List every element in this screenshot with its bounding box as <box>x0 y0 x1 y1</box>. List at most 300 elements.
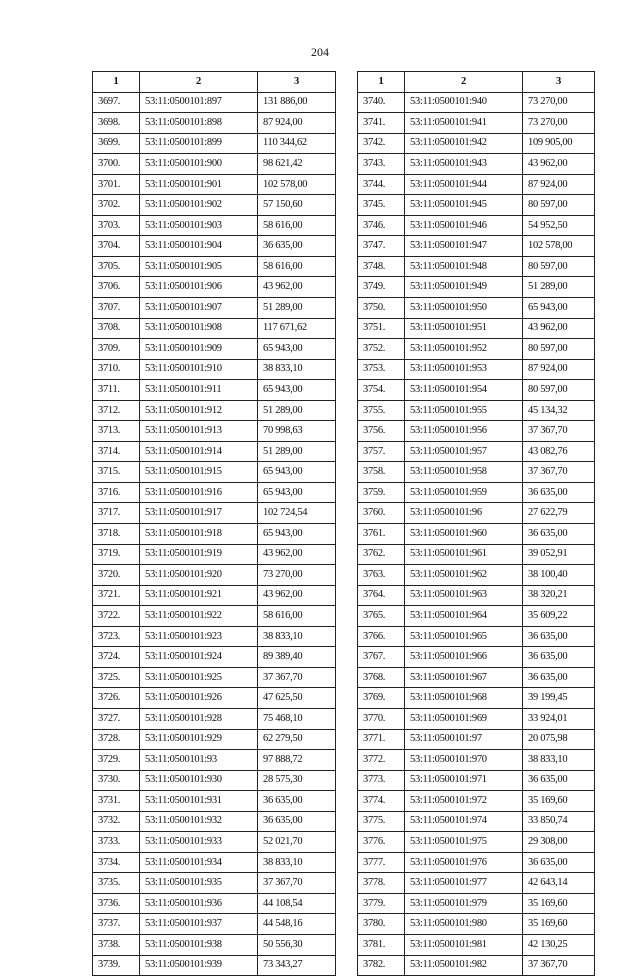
cadastral-number: 53:11:0500101:97 <box>405 729 523 750</box>
cadastral-number: 53:11:0500101:961 <box>405 544 523 565</box>
row-index: 3705. <box>93 256 140 277</box>
row-index: 3731. <box>93 791 140 812</box>
table-row <box>358 832 595 853</box>
cadastral-number: 53:11:0500101:965 <box>405 626 523 647</box>
value: 42 130,25 <box>523 934 595 955</box>
row-index: 3755. <box>358 400 405 421</box>
value: 43 962,00 <box>258 585 336 606</box>
cadastral-number: 53:11:0500101:921 <box>140 585 258 606</box>
cadastral-number: 53:11:0500101:928 <box>140 708 258 729</box>
cadastral-number: 53:11:0500101:969 <box>405 708 523 729</box>
table-row <box>93 154 336 175</box>
row-index: 3750. <box>358 298 405 319</box>
value: 54 952,50 <box>523 215 595 236</box>
value: 87 924,00 <box>523 359 595 380</box>
cadastral-number: 53:11:0500101:96 <box>405 503 523 524</box>
cadastral-number: 53:11:0500101:952 <box>405 339 523 360</box>
table-row <box>93 215 336 236</box>
table-row <box>358 852 595 873</box>
value: 37 367,70 <box>523 421 595 442</box>
row-index: 3715. <box>93 462 140 483</box>
table-row <box>93 914 336 935</box>
header-cadastral-number: 2 <box>405 72 523 93</box>
table-row <box>358 708 595 729</box>
table-row <box>358 113 595 134</box>
value: 57 150,60 <box>258 195 336 216</box>
row-index: 3704. <box>93 236 140 257</box>
table-row <box>358 359 595 380</box>
row-index: 3747. <box>358 236 405 257</box>
row-index: 3762. <box>358 544 405 565</box>
table-row <box>358 503 595 524</box>
header-value: 3 <box>523 72 595 93</box>
value: 62 279,50 <box>258 729 336 750</box>
value: 80 597,00 <box>523 380 595 401</box>
row-index: 3707. <box>93 298 140 319</box>
value: 80 597,00 <box>523 256 595 277</box>
row-index: 3703. <box>93 215 140 236</box>
cadastral-number: 53:11:0500101:953 <box>405 359 523 380</box>
row-index: 3722. <box>93 606 140 627</box>
row-index: 3769. <box>358 688 405 709</box>
cadastral-number: 53:11:0500101:980 <box>405 914 523 935</box>
row-index: 3781. <box>358 934 405 955</box>
value: 38 833,10 <box>523 750 595 771</box>
table-row <box>93 832 336 853</box>
value: 33 924,01 <box>523 708 595 729</box>
row-index: 3761. <box>358 524 405 545</box>
value: 65 943,00 <box>258 482 336 503</box>
value: 37 367,70 <box>523 462 595 483</box>
cadastral-number: 53:11:0500101:925 <box>140 667 258 688</box>
row-index: 3770. <box>358 708 405 729</box>
table-row <box>358 873 595 894</box>
cadastral-number: 53:11:0500101:975 <box>405 832 523 853</box>
table-row <box>93 585 336 606</box>
row-index: 3739. <box>93 955 140 976</box>
row-index: 3736. <box>93 893 140 914</box>
row-index: 3738. <box>93 934 140 955</box>
table-row <box>358 524 595 545</box>
row-index: 3782. <box>358 955 405 976</box>
cadastral-number: 53:11:0500101:924 <box>140 647 258 668</box>
header-row <box>93 72 336 93</box>
table-row <box>93 934 336 955</box>
row-index: 3699. <box>93 133 140 154</box>
value: 35 169,60 <box>523 914 595 935</box>
table-row <box>358 92 595 113</box>
table-row <box>93 647 336 668</box>
cadastral-number: 53:11:0500101:954 <box>405 380 523 401</box>
cadastral-number: 53:11:0500101:941 <box>405 113 523 134</box>
row-index: 3746. <box>358 215 405 236</box>
value: 51 289,00 <box>258 400 336 421</box>
table-row <box>358 750 595 771</box>
row-index: 3735. <box>93 873 140 894</box>
value: 58 616,00 <box>258 606 336 627</box>
cadastral-number: 53:11:0500101:946 <box>405 215 523 236</box>
table-row <box>358 791 595 812</box>
row-index: 3710. <box>93 359 140 380</box>
row-index: 3711. <box>93 380 140 401</box>
cadastral-number: 53:11:0500101:909 <box>140 339 258 360</box>
row-index: 3720. <box>93 565 140 586</box>
cadastral-number: 53:11:0500101:942 <box>405 133 523 154</box>
table-row <box>93 277 336 298</box>
row-index: 3777. <box>358 852 405 873</box>
row-index: 3701. <box>93 174 140 195</box>
row-index: 3778. <box>358 873 405 894</box>
row-index: 3759. <box>358 482 405 503</box>
cadastral-number: 53:11:0500101:934 <box>140 852 258 873</box>
cadastral-number: 53:11:0500101:898 <box>140 113 258 134</box>
table-row <box>358 298 595 319</box>
cadastral-number: 53:11:0500101:960 <box>405 524 523 545</box>
row-index: 3757. <box>358 441 405 462</box>
value: 39 052,91 <box>523 544 595 565</box>
cadastral-number: 53:11:0500101:922 <box>140 606 258 627</box>
table-row <box>93 791 336 812</box>
value: 36 635,00 <box>258 791 336 812</box>
value: 58 616,00 <box>258 256 336 277</box>
value: 65 943,00 <box>258 462 336 483</box>
row-index: 3758. <box>358 462 405 483</box>
table-row <box>358 729 595 750</box>
cadastral-number: 53:11:0500101:926 <box>140 688 258 709</box>
row-index: 3697. <box>93 92 140 113</box>
table-row <box>358 256 595 277</box>
value: 36 635,00 <box>258 236 336 257</box>
cadastral-number: 53:11:0500101:915 <box>140 462 258 483</box>
row-index: 3725. <box>93 667 140 688</box>
table-row <box>93 195 336 216</box>
row-index: 3706. <box>93 277 140 298</box>
cadastral-number: 53:11:0500101:938 <box>140 934 258 955</box>
cadastral-number: 53:11:0500101:932 <box>140 811 258 832</box>
value: 28 575,30 <box>258 770 336 791</box>
value: 36 635,00 <box>523 647 595 668</box>
table-row <box>93 133 336 154</box>
row-index: 3751. <box>358 318 405 339</box>
table-row <box>358 236 595 257</box>
value: 43 962,00 <box>523 154 595 175</box>
value: 52 021,70 <box>258 832 336 853</box>
row-index: 3760. <box>358 503 405 524</box>
table-row <box>93 503 336 524</box>
cadastral-number: 53:11:0500101:920 <box>140 565 258 586</box>
cadastral-number: 53:11:0500101:935 <box>140 873 258 894</box>
row-index: 3726. <box>93 688 140 709</box>
value: 38 100,40 <box>523 565 595 586</box>
value: 42 643,14 <box>523 873 595 894</box>
row-index: 3727. <box>93 708 140 729</box>
value: 47 625,50 <box>258 688 336 709</box>
table-row <box>93 708 336 729</box>
cadastral-number: 53:11:0500101:913 <box>140 421 258 442</box>
row-index: 3718. <box>93 524 140 545</box>
cadastral-number: 53:11:0500101:919 <box>140 544 258 565</box>
value: 87 924,00 <box>523 174 595 195</box>
row-index: 3748. <box>358 256 405 277</box>
cadastral-number: 53:11:0500101:948 <box>405 256 523 277</box>
cadastral-number: 53:11:0500101:964 <box>405 606 523 627</box>
table-row <box>358 339 595 360</box>
value: 35 169,60 <box>523 893 595 914</box>
table-row <box>93 298 336 319</box>
value: 50 556,30 <box>258 934 336 955</box>
cadastral-number: 53:11:0500101:955 <box>405 400 523 421</box>
value: 89 389,40 <box>258 647 336 668</box>
row-index: 3775. <box>358 811 405 832</box>
value: 65 943,00 <box>523 298 595 319</box>
table-row <box>93 236 336 257</box>
table-row <box>93 729 336 750</box>
cadastral-number: 53:11:0500101:910 <box>140 359 258 380</box>
table-row <box>93 811 336 832</box>
cadastral-number: 53:11:0500101:972 <box>405 791 523 812</box>
table-row <box>93 770 336 791</box>
table-row <box>93 359 336 380</box>
parcel-table-left <box>92 71 336 976</box>
value: 73 343,27 <box>258 955 336 976</box>
header-row <box>358 72 595 93</box>
cadastral-number: 53:11:0500101:970 <box>405 750 523 771</box>
row-index: 3732. <box>93 811 140 832</box>
value: 51 289,00 <box>523 277 595 298</box>
value: 87 924,00 <box>258 113 336 134</box>
cadastral-number: 53:11:0500101:940 <box>405 92 523 113</box>
table-row <box>93 462 336 483</box>
table-row <box>93 380 336 401</box>
row-index: 3702. <box>93 195 140 216</box>
table-row <box>358 195 595 216</box>
value: 45 134,32 <box>523 400 595 421</box>
table-row <box>93 421 336 442</box>
value: 36 635,00 <box>258 811 336 832</box>
cadastral-number: 53:11:0500101:981 <box>405 934 523 955</box>
table-body-left <box>93 92 336 976</box>
value: 98 621,42 <box>258 154 336 175</box>
cadastral-number: 53:11:0500101:916 <box>140 482 258 503</box>
cadastral-number: 53:11:0500101:945 <box>405 195 523 216</box>
cadastral-number: 53:11:0500101:900 <box>140 154 258 175</box>
value: 110 344,62 <box>258 133 336 154</box>
value: 102 578,00 <box>258 174 336 195</box>
cadastral-number: 53:11:0500101:901 <box>140 174 258 195</box>
value: 65 943,00 <box>258 339 336 360</box>
cadastral-number: 53:11:0500101:907 <box>140 298 258 319</box>
table-row <box>93 893 336 914</box>
cadastral-number: 53:11:0500101:962 <box>405 565 523 586</box>
cadastral-number: 53:11:0500101:959 <box>405 482 523 503</box>
table-row <box>358 462 595 483</box>
cadastral-number: 53:11:0500101:908 <box>140 318 258 339</box>
row-index: 3776. <box>358 832 405 853</box>
row-index: 3723. <box>93 626 140 647</box>
cadastral-number: 53:11:0500101:974 <box>405 811 523 832</box>
table-row <box>358 421 595 442</box>
value: 75 468,10 <box>258 708 336 729</box>
row-index: 3700. <box>93 154 140 175</box>
cadastral-number: 53:11:0500101:939 <box>140 955 258 976</box>
table-row <box>93 565 336 586</box>
row-index: 3780. <box>358 914 405 935</box>
table-row <box>93 852 336 873</box>
table-row <box>93 524 336 545</box>
cadastral-number: 53:11:0500101:923 <box>140 626 258 647</box>
table-row <box>93 626 336 647</box>
value: 51 289,00 <box>258 441 336 462</box>
value: 65 943,00 <box>258 380 336 401</box>
row-index: 3734. <box>93 852 140 873</box>
value: 38 320,21 <box>523 585 595 606</box>
value: 33 850,74 <box>523 811 595 832</box>
value: 102 578,00 <box>523 236 595 257</box>
value: 38 833,10 <box>258 626 336 647</box>
row-index: 3729. <box>93 750 140 771</box>
table-row <box>358 585 595 606</box>
cadastral-number: 53:11:0500101:903 <box>140 215 258 236</box>
row-index: 3772. <box>358 750 405 771</box>
cadastral-number: 53:11:0500101:918 <box>140 524 258 545</box>
table-row <box>358 667 595 688</box>
value: 36 635,00 <box>523 482 595 503</box>
row-index: 3764. <box>358 585 405 606</box>
row-index: 3698. <box>93 113 140 134</box>
value: 36 635,00 <box>523 852 595 873</box>
value: 117 671,62 <box>258 318 336 339</box>
row-index: 3773. <box>358 770 405 791</box>
cadastral-number: 53:11:0500101:967 <box>405 667 523 688</box>
row-index: 3779. <box>358 893 405 914</box>
table-row <box>358 380 595 401</box>
row-index: 3752. <box>358 339 405 360</box>
row-index: 3728. <box>93 729 140 750</box>
table-row <box>93 318 336 339</box>
table-row <box>358 647 595 668</box>
cadastral-number: 53:11:0500101:914 <box>140 441 258 462</box>
value: 37 367,70 <box>258 873 336 894</box>
row-index: 3708. <box>93 318 140 339</box>
cadastral-number: 53:11:0500101:958 <box>405 462 523 483</box>
cadastral-number: 53:11:0500101:951 <box>405 318 523 339</box>
row-index: 3712. <box>93 400 140 421</box>
header-index: 1 <box>358 72 405 93</box>
row-index: 3744. <box>358 174 405 195</box>
row-index: 3717. <box>93 503 140 524</box>
table-row <box>358 914 595 935</box>
row-index: 3716. <box>93 482 140 503</box>
table-row <box>358 544 595 565</box>
table-row <box>93 256 336 277</box>
cadastral-number: 53:11:0500101:947 <box>405 236 523 257</box>
row-index: 3733. <box>93 832 140 853</box>
table-row <box>93 113 336 134</box>
cadastral-number: 53:11:0500101:904 <box>140 236 258 257</box>
table-row <box>93 750 336 771</box>
table-row <box>93 441 336 462</box>
header-index: 1 <box>93 72 140 93</box>
value: 51 289,00 <box>258 298 336 319</box>
row-index: 3753. <box>358 359 405 380</box>
row-index: 3768. <box>358 667 405 688</box>
value: 36 635,00 <box>523 626 595 647</box>
cadastral-number: 53:11:0500101:936 <box>140 893 258 914</box>
row-index: 3709. <box>93 339 140 360</box>
table-row <box>358 770 595 791</box>
cadastral-number: 53:11:0500101:899 <box>140 133 258 154</box>
row-index: 3743. <box>358 154 405 175</box>
value: 29 308,00 <box>523 832 595 853</box>
cadastral-number: 53:11:0500101:982 <box>405 955 523 976</box>
cadastral-number: 53:11:0500101:966 <box>405 647 523 668</box>
cadastral-number: 53:11:0500101:943 <box>405 154 523 175</box>
value: 38 833,10 <box>258 359 336 380</box>
value: 43 962,00 <box>258 277 336 298</box>
row-index: 3767. <box>358 647 405 668</box>
table-row <box>93 482 336 503</box>
cadastral-number: 53:11:0500101:950 <box>405 298 523 319</box>
table-row <box>93 667 336 688</box>
value: 36 635,00 <box>523 667 595 688</box>
value: 20 075,98 <box>523 729 595 750</box>
cadastral-number: 53:11:0500101:917 <box>140 503 258 524</box>
table-row <box>93 92 336 113</box>
table-row <box>358 318 595 339</box>
value: 73 270,00 <box>523 92 595 113</box>
row-index: 3713. <box>93 421 140 442</box>
value: 102 724,54 <box>258 503 336 524</box>
table-row <box>358 441 595 462</box>
cadastral-number: 53:11:0500101:930 <box>140 770 258 791</box>
value: 73 270,00 <box>523 113 595 134</box>
value: 37 367,70 <box>258 667 336 688</box>
value: 39 199,45 <box>523 688 595 709</box>
value: 43 962,00 <box>523 318 595 339</box>
cadastral-number: 53:11:0500101:949 <box>405 277 523 298</box>
value: 44 108,54 <box>258 893 336 914</box>
table-row <box>358 565 595 586</box>
table-row <box>358 400 595 421</box>
value: 43 082,76 <box>523 441 595 462</box>
row-index: 3763. <box>358 565 405 586</box>
row-index: 3754. <box>358 380 405 401</box>
cadastral-number: 53:11:0500101:933 <box>140 832 258 853</box>
row-index: 3771. <box>358 729 405 750</box>
table-row <box>93 174 336 195</box>
table-row <box>93 339 336 360</box>
table-row <box>358 133 595 154</box>
row-index: 3745. <box>358 195 405 216</box>
cadastral-number: 53:11:0500101:906 <box>140 277 258 298</box>
cadastral-number: 53:11:0500101:968 <box>405 688 523 709</box>
value: 35 609,22 <box>523 606 595 627</box>
header-cadastral-number: 2 <box>140 72 258 93</box>
value: 73 270,00 <box>258 565 336 586</box>
table-row <box>93 688 336 709</box>
cadastral-number: 53:11:0500101:897 <box>140 92 258 113</box>
value: 36 635,00 <box>523 770 595 791</box>
row-index: 3742. <box>358 133 405 154</box>
value: 43 962,00 <box>258 544 336 565</box>
value: 37 367,70 <box>523 955 595 976</box>
cadastral-number: 53:11:0500101:977 <box>405 873 523 894</box>
row-index: 3774. <box>358 791 405 812</box>
value: 65 943,00 <box>258 524 336 545</box>
row-index: 3749. <box>358 277 405 298</box>
value: 70 998,63 <box>258 421 336 442</box>
cadastral-number: 53:11:0500101:902 <box>140 195 258 216</box>
